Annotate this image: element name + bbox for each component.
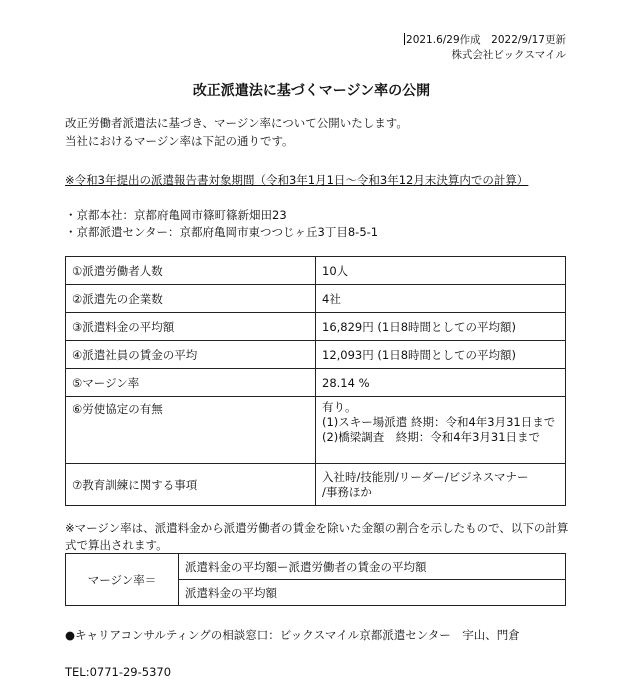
header-dates-text: 2021.6/29作成 2022/9/17更新 xyxy=(406,34,566,46)
page-title: 改正派遣法に基づくマージン率の公開 xyxy=(192,83,431,99)
row-value xyxy=(316,397,566,464)
row-value: 4社 xyxy=(316,285,566,313)
margin-note: ※マージン率は、派遣料金から派遣労働者の賃金を除いた金額の割合を示したもので、以下の計算式で算出されます。 xyxy=(65,521,569,552)
table-row xyxy=(66,285,566,313)
header-company: 株式会社ビックスマイル xyxy=(451,49,566,61)
row-value: 10人 xyxy=(316,257,566,285)
row-value: 16,829円 (1日8時間としての平均額) xyxy=(316,313,566,341)
table-row xyxy=(66,257,566,285)
header-dates xyxy=(404,32,566,47)
consultation-contact: ●キャリアコンサルティングの相談窓口：ビックスマイル京都派遣センター 宇山、門倉 xyxy=(65,628,520,642)
address-hq: ・京都本社：京都府亀岡市篠町篠新畑田23 xyxy=(65,208,287,222)
row-key: ⑥労使協定の有無 xyxy=(66,397,316,464)
table-row xyxy=(66,341,566,369)
table-row xyxy=(66,464,566,506)
table-row xyxy=(66,369,566,397)
intro-line-1: 改正労働者派遣法に基づき、マージン率について公開いたします。 xyxy=(65,116,408,130)
row-key: ⑦教育訓練に関する事項 xyxy=(66,464,316,506)
row-value: 12,093円 (1日8時間としての平均額) xyxy=(316,341,566,369)
value-line: (2)橋梁調査 終期：令和4年3月31日まで xyxy=(322,430,541,444)
row-key: ⑤マージン率 xyxy=(66,369,316,397)
period-note: ※令和3年提出の派遣報告書対象期間（令和3年1月1日〜令和3年12月末決算内での計算） xyxy=(65,173,529,187)
value-line: 入社時/技能別/リーダー/ビジネスマナー xyxy=(322,469,529,484)
formula-denominator: 派遣料金の平均額 xyxy=(179,580,566,606)
row-value xyxy=(316,464,566,506)
value-line: /事務ほか xyxy=(322,484,372,499)
formula-row xyxy=(66,554,566,580)
row-key: ②派遣先の企業数 xyxy=(66,285,316,313)
formula-numerator: 派遣料金の平均額ー派遣労働者の賃金の平均額 xyxy=(179,554,566,580)
intro-line-2: 当社におけるマージン率は下記の通りです。 xyxy=(65,134,294,148)
row-value: 28.14 % xyxy=(316,369,566,397)
value-line: 有り。 xyxy=(322,400,357,414)
address-dispatch-center: ・京都派遣センター：京都府亀岡市東つつじヶ丘3丁目8-5-1 xyxy=(65,225,379,239)
row-key: ④派遣社員の賃金の平均 xyxy=(66,341,316,369)
row-key: ③派遣料金の平均額 xyxy=(66,313,316,341)
table-row xyxy=(66,313,566,341)
disclosure-table xyxy=(65,256,566,506)
value-line: (1)スキー場派遣 終期：令和4年3月31日まで xyxy=(322,415,556,429)
table-row xyxy=(66,397,566,464)
telephone: TEL:0771-29-5370 xyxy=(65,665,172,679)
row-key: ①派遣労働者人数 xyxy=(66,257,316,285)
formula-label: マージン率＝ xyxy=(66,554,179,606)
text-cursor xyxy=(404,33,405,45)
formula-table xyxy=(65,553,566,606)
